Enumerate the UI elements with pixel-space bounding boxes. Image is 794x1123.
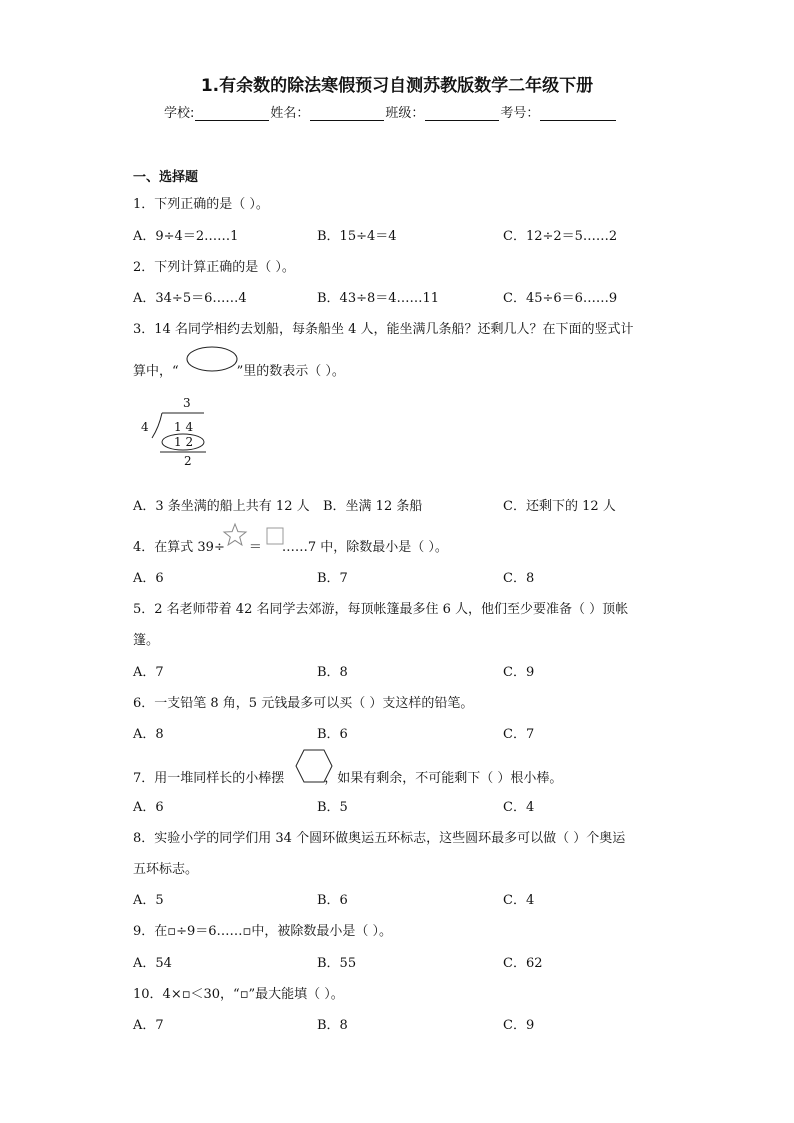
question-3-line1: 3．14 名同学相约去划船，每条船坐 4 人，能坐满几条船？还剩几人？在下面的竖式计 [133, 322, 634, 337]
q5-option-b: B．8 [317, 665, 348, 680]
q5-option-c: C．9 [503, 665, 535, 680]
division-dividend: 1 4 [174, 420, 194, 434]
division-product: 1 2 [174, 435, 194, 449]
school-label: 学校: [164, 106, 195, 121]
q2-option-c: C．45÷6＝6……9 [503, 291, 618, 306]
class-label: 班级： [385, 106, 425, 121]
q7-option-a: A．6 [133, 800, 164, 815]
q10-option-a: A．7 [133, 1018, 164, 1033]
q9-option-c: C．62 [503, 956, 543, 971]
number-blank [540, 106, 616, 121]
division-quotient: 3 [183, 396, 191, 410]
q6-option-c: C．7 [503, 727, 535, 742]
q9-option-b: B．55 [317, 956, 357, 971]
q8-option-a: A．5 [133, 893, 164, 908]
question-8-line2: 五环标志。 [133, 862, 199, 877]
q3-text-a: 算中，“ [133, 364, 179, 379]
q4-option-b: B．7 [317, 571, 348, 586]
q7-option-c: C．4 [503, 800, 535, 815]
question-5-line2: 篷。 [133, 633, 160, 648]
question-3-line2 [133, 360, 345, 379]
q4-text-a: 4．在算式 39÷ [133, 540, 225, 555]
q7-text-b: ，如果有剩余，不可能剩下（ ）根小棒。 [324, 771, 563, 786]
division-remainder: 2 [184, 454, 192, 468]
q4-option-c: C．8 [503, 571, 535, 586]
q8-option-b: B．6 [317, 893, 348, 908]
division-divisor: 4 [141, 420, 149, 434]
q4-text-c: ……7 中，除数最小是（ ）。 [281, 540, 448, 555]
question-10: 10．4×▫＜30，“▫”最大能填（ ）。 [133, 987, 344, 1002]
q3-option-a: A．3 条坐满的船上共有 12 人 [133, 499, 310, 514]
q1-option-a: A．9÷4＝2……1 [133, 229, 239, 244]
question-2: 2．下列计算正确的是（ ）。 [133, 260, 295, 275]
star-icon [223, 523, 247, 547]
question-1: 1．下列正确的是（ ）。 [133, 197, 269, 212]
question-4 [133, 536, 448, 555]
q8-option-c: C．4 [503, 893, 535, 908]
q1-option-c: C．12÷2＝5……2 [503, 229, 618, 244]
q2-option-b: B．43÷8＝4……11 [317, 291, 440, 306]
square-box-icon [266, 527, 284, 545]
name-blank [310, 106, 384, 121]
q6-option-a: A．8 [133, 727, 164, 742]
q10-option-b: B．8 [317, 1018, 348, 1033]
page-title: 1.有余数的除法寒假预习自测苏教版数学二年级下册 [200, 76, 594, 96]
class-blank [425, 106, 499, 121]
q7-text-a: 7．用一堆同样长的小棒摆 [133, 771, 285, 786]
q6-option-b: B．6 [317, 727, 348, 742]
number-label: 考号： [500, 106, 540, 121]
question-5-line1: 5．2 名老师带着 42 名同学去郊游，每顶帐篷最多住 6 人，他们至少要准备（ ）顶帐 [133, 602, 629, 617]
question-8-line1: 8．实验小学的同学们用 34 个圆环做奥运五环标志，这些圆环最多可以做（ ）个奥运 [133, 831, 626, 846]
question-9: 9．在▫÷9＝6……▫中，被除数最小是（ ）。 [133, 924, 392, 939]
q3-option-b: B．坐满 12 条船 [323, 499, 423, 514]
school-blank [195, 106, 269, 121]
q2-option-a: A．34÷5＝6……4 [133, 291, 247, 306]
division-line-icon [158, 450, 208, 454]
q10-option-c: C．9 [503, 1018, 535, 1033]
q3-option-c: C．还剩下的 12 人 [503, 499, 616, 514]
section-title: 一、选择题 [133, 170, 199, 185]
q5-option-a: A．7 [133, 665, 164, 680]
q3-text-b: ”里的数表示（ ）。 [236, 364, 345, 379]
question-6: 6．一支铅笔 8 角，5 元钱最多可以买（ ）支这样的铅笔。 [133, 696, 474, 711]
q4-option-a: A．6 [133, 571, 164, 586]
q1-option-b: B．15÷4＝4 [317, 229, 397, 244]
q9-option-a: A．54 [133, 956, 172, 971]
student-info-line [164, 102, 617, 121]
q7-option-b: B．5 [317, 800, 348, 815]
q4-text-b: ＝ [248, 540, 262, 555]
question-7 [133, 767, 562, 786]
hexagon-icon [294, 748, 334, 784]
name-label: 姓名： [270, 106, 310, 121]
oval-icon [186, 346, 238, 374]
